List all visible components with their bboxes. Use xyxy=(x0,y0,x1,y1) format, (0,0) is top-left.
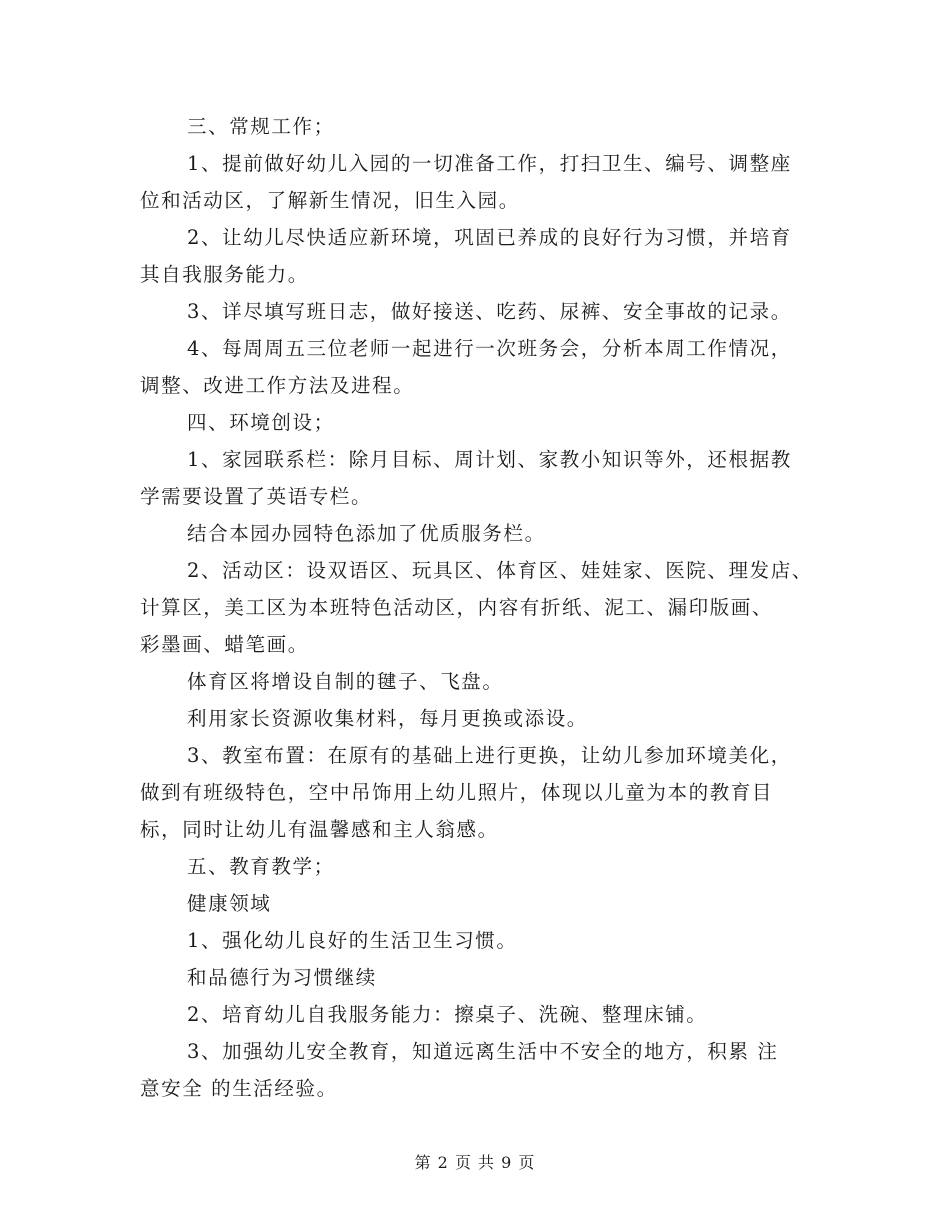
paragraph-line: 计算区，美工区为本班特色活动区，内容有折纸、泥工、漏印版画、 xyxy=(140,596,774,619)
paragraph-line: 1、提前做好幼儿入园的一切准备工作，打扫卫生、编号、调整座 xyxy=(187,152,792,175)
paragraph-line: 意安全 的生活经验。 xyxy=(140,1077,338,1100)
paragraph-line: 学需要设置了英语专栏。 xyxy=(140,485,373,508)
paragraph-line: 位和活动区，了解新生情况，旧生入园。 xyxy=(140,189,520,212)
paragraph-line: 2、活动区：设双语区、玩具区、体育区、娃娃家、医院、理发店、 xyxy=(187,559,813,582)
paragraph-line: 调整、改进工作方法及进程。 xyxy=(140,374,415,397)
paragraph-line: 1、强化幼儿良好的生活卫生习惯。 xyxy=(187,929,518,952)
paragraph-line: 2、培育幼儿自我服务能力：擦桌子、洗碗、整理床铺。 xyxy=(187,1003,708,1026)
paragraph-line: 标，同时让幼儿有温馨感和主人翁感。 xyxy=(140,818,499,841)
paragraph-line: 体育区将增设自制的毽子、飞盘。 xyxy=(187,670,504,693)
paragraph-line: 3、详尽填写班日志，做好接送、吃药、尿裤、安全事故的记录。 xyxy=(187,300,792,323)
subheading-health: 健康领域 xyxy=(187,892,272,915)
section-heading-education: 五、教育教学； xyxy=(187,855,335,878)
paragraph-line: 3、教室布置：在原有的基础上进行更换，让幼儿参加环境美化， xyxy=(187,744,792,767)
paragraph-line: 其自我服务能力。 xyxy=(140,263,309,286)
paragraph-line: 1、家园联系栏：除月目标、周计划、家教小知识等外，还根据教 xyxy=(187,448,792,471)
paragraph-line: 2、让幼儿尽快适应新环境，巩固已养成的良好行为习惯，并培育 xyxy=(187,226,792,249)
paragraph-line: 3、加强幼儿安全教育，知道远离生活中不安全的地方，积累 注 xyxy=(187,1040,779,1063)
paragraph-line: 利用家长资源收集材料，每月更换或添设。 xyxy=(187,707,588,730)
page-number-footer: 第 2 页 共 9 页 xyxy=(414,1153,536,1172)
paragraph-line: 和品德行为习惯继续 xyxy=(187,966,377,989)
section-heading-environment: 四、环境创设； xyxy=(187,411,335,434)
paragraph-line: 4、每周周五三位老师一起进行一次班务会，分析本周工作情况， xyxy=(187,337,792,360)
paragraph-line: 结合本园办园特色添加了优质服务栏。 xyxy=(187,522,546,545)
paragraph-line: 彩墨画、蜡笔画。 xyxy=(140,633,309,656)
section-heading-routine-work: 三、常规工作； xyxy=(187,115,335,138)
paragraph-line: 做到有班级特色，空中吊饰用上幼儿照片，体现以儿童为本的教育目 xyxy=(140,781,774,804)
